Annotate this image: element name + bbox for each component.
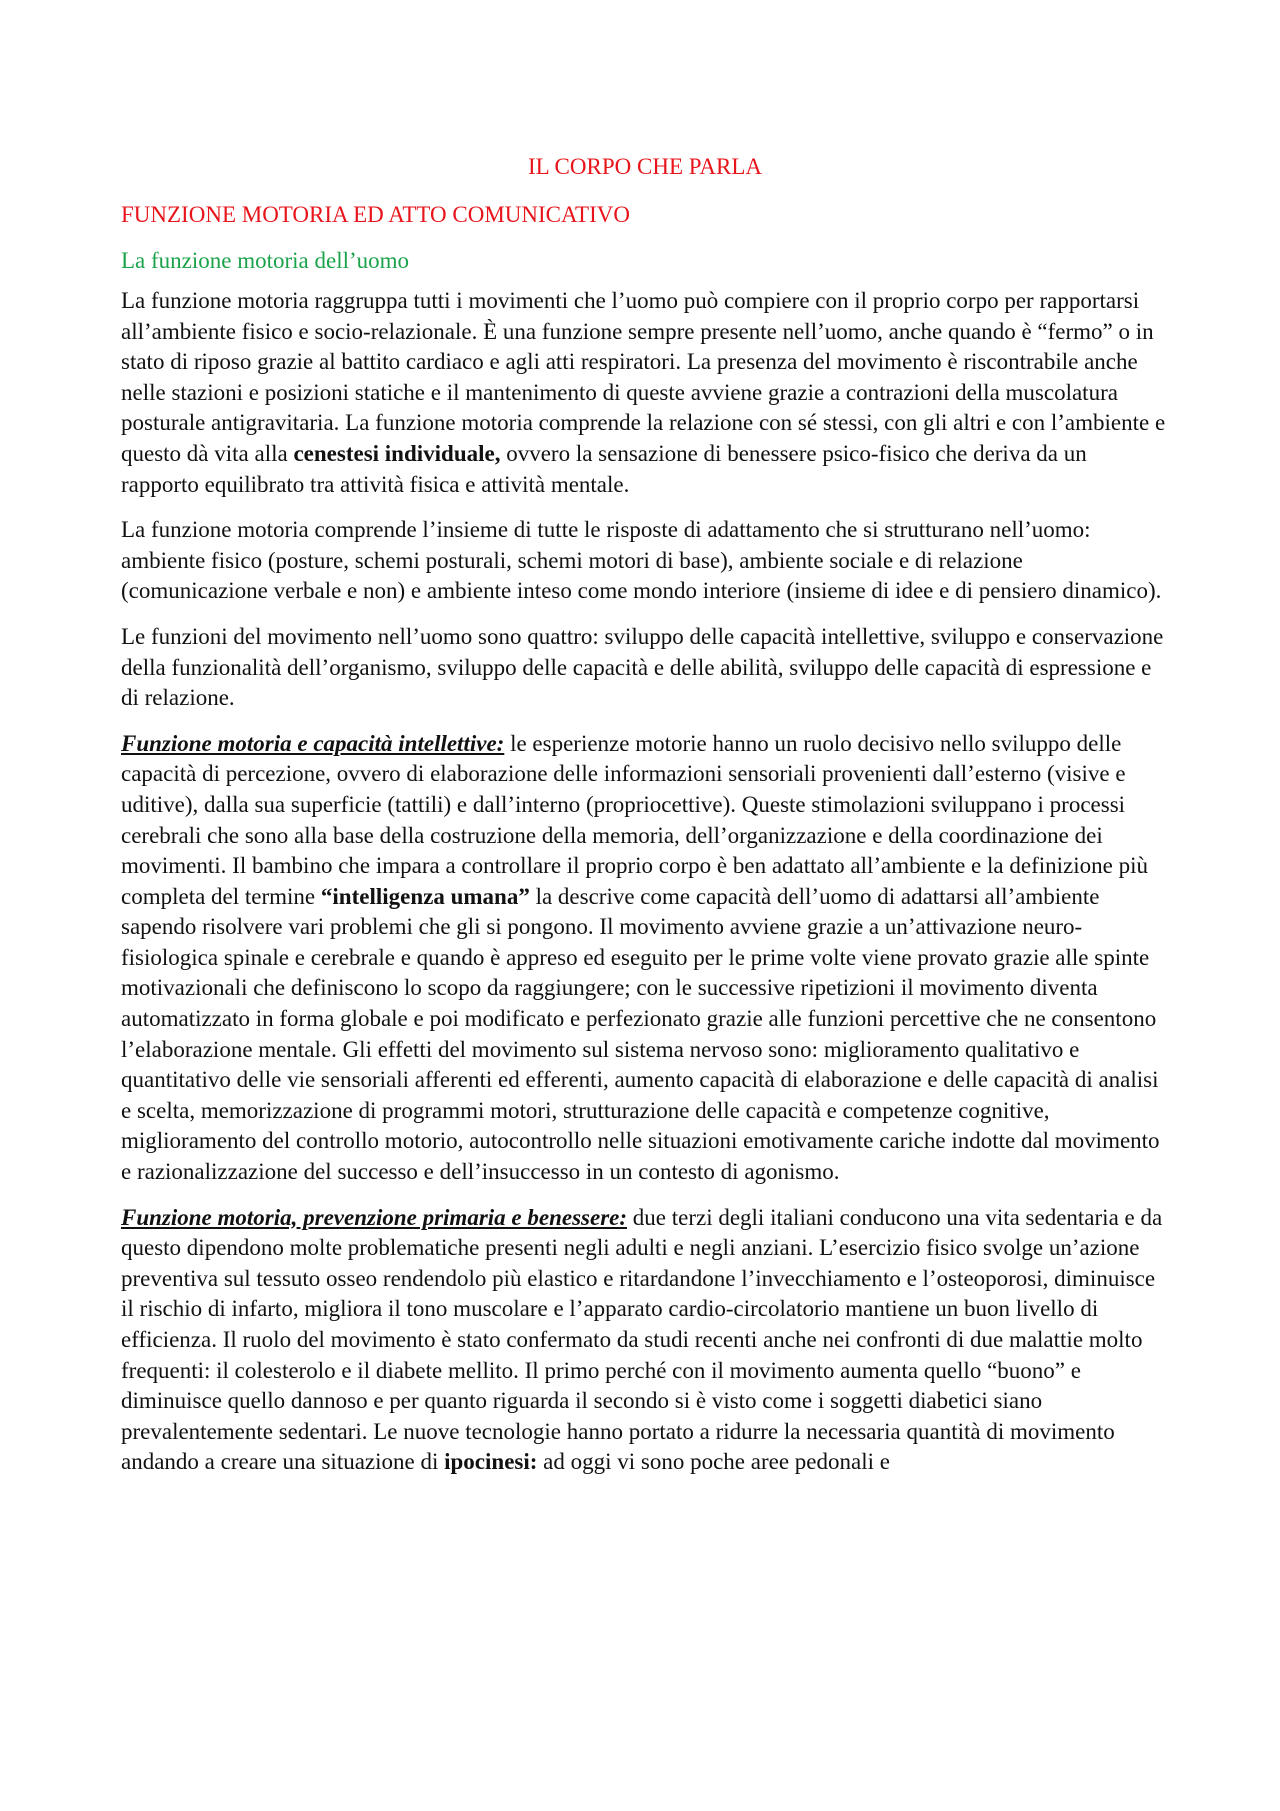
paragraph-4-text-a: le esperienze motorie hanno un ruolo decisivo nello sviluppo delle capacità di percezione, ovvero di elaborazione delle informazioni sensoriali provenienti dall’esterno (visive e uditive), dalla sua superficie (tattili) e dall’interno (propriocettive). Queste stimolazioni sviluppano i processi cerebrali che sono alla base della costruzione della memoria, dell’organizzazione e della coordinazione dei movimenti. Il bambino che impara a controllare il proprio corpo è ben adattato all’ambiente e la definizione più completa del termine (121, 730, 1148, 909)
paragraph-4-lead: Funzione motoria e capacità intellettive: (121, 730, 505, 756)
paragraph-1-text-a: La funzione motoria raggruppa tutti i movimenti che l’uomo può compiere con il proprio corpo per rapportarsi all’ambiente fisico e socio-relazionale. È una funzione sempre presente nell’uomo, anche quando è “fermo” o in stato di riposo grazie al battito cardiaco e agli atti respiratori. La presenza del movimento è riscontrabile anche nelle stazioni e posizioni statiche e il mantenimento di queste avviene grazie a contrazioni della muscolatura posturale antigravitaria. La funzione motoria comprende la relazione con sé stessi, con gli altri e con l’ambiente e questo dà vita alla (121, 288, 1166, 466)
paragraph-4-bold-term: “intelligenza umana” (320, 883, 530, 909)
paragraph-5 (121, 1203, 1169, 1478)
document-page (121, 152, 1169, 1493)
document-subtitle: FUNZIONE MOTORIA ED ATTO COMUNICATIVO (121, 202, 630, 227)
paragraph-5-bold-term: ipocinesi: (444, 1449, 538, 1475)
paragraph-2: La funzione motoria comprende l’insieme di tutte le risposte di adattamento che si strutturano nell’uomo: ambiente fisico (posture, schemi posturali, schemi motori di base), ambiente sociale e di relazione (comunicazione verbale e non) e ambiente inteso come mondo interiore (insieme di idee e di pensiero dinamico). (121, 517, 1162, 604)
paragraph-4-text-b: la descrive come capacità dell’uomo di adattarsi all’ambiente sapendo risolvere vari problemi che gli si pongono. Il movimento avviene grazie a un’attivazione neuro-fisiologica spinale e cerebrale e quando è appreso ed eseguito per le prime volte viene provato grazie alle spinte motivazionali che definiscono lo scopo da raggiungere; con le successive ripetizioni il movimento diventa automatizzato in forma globale e poi modificato e perfezionato grazie alle funzioni percettive che ne consentono l’elaborazione mentale. Gli effetti del movimento sul sistema nervoso sono: miglioramento qualitativo e quantitativo delle vie sensoriali afferenti ed efferenti, aumento capacità di elaborazione e delle capacità di analisi e scelta, memorizzazione di programmi motori, strutturazione delle capacità e competenze cognitive, miglioramento del controllo motorio, autocontrollo nelle situazioni emotivamente cariche indotte dal movimento e razionalizzazione del successo e dell’insuccesso in un contesto di agonismo. (121, 883, 1160, 1185)
paragraph-1 (121, 286, 1169, 500)
paragraph-5-text-a: due terzi degli italiani conducono una vita sedentaria e da questo dipendono molte problematiche presenti negli adulti e negli anziani. L’esercizio fisico svolge un’azione preventiva sul tessuto osseo rendendolo più elastico e ritardandone l’invecchiamento e l’osteoporosi, diminuisce il rischio di infarto, migliora il tono muscolare e l’apparato cardio-circolatorio mantiene un buon livello di efficienza. Il ruolo del movimento è stato confermato da studi recenti anche nei confronti di due malattie molto frequenti: il colesterolo e il diabete mellito. Il primo perché con il movimento aumenta quello “buono” e diminuisce quello dannoso e per quanto riguarda il secondo si è visto come i soggetti diabetici siano prevalentemente sedentari. Le nuove tecnologie hanno portato a ridurre la necessaria quantità di movimento andando a creare una situazione di (121, 1204, 1163, 1475)
section-heading: La funzione motoria dell’uomo (121, 248, 410, 273)
paragraph-3: Le funzioni del movimento nell’uomo sono quattro: sviluppo delle capacità intellettive, sviluppo e conservazione della funzionalità dell’organismo, sviluppo delle capacità e delle abilità, sviluppo delle capacità di espressione e di relazione. (121, 623, 1164, 711)
paragraph-5-text-b: ad oggi vi sono poche aree pedonali e (537, 1449, 890, 1475)
paragraph-1-bold-term: cenestesi individuale, (293, 440, 501, 466)
paragraph-4 (121, 729, 1169, 1188)
paragraph-1-text-b: ovvero la sensazione di benessere psico-fisico che deriva da un rapporto equilibrato tra attività fisica e attività mentale. (121, 440, 1087, 497)
paragraph-5-lead: Funzione motoria, prevenzione primaria e benessere: (121, 1204, 628, 1230)
document-title: IL CORPO CHE PARLA (527, 154, 763, 179)
